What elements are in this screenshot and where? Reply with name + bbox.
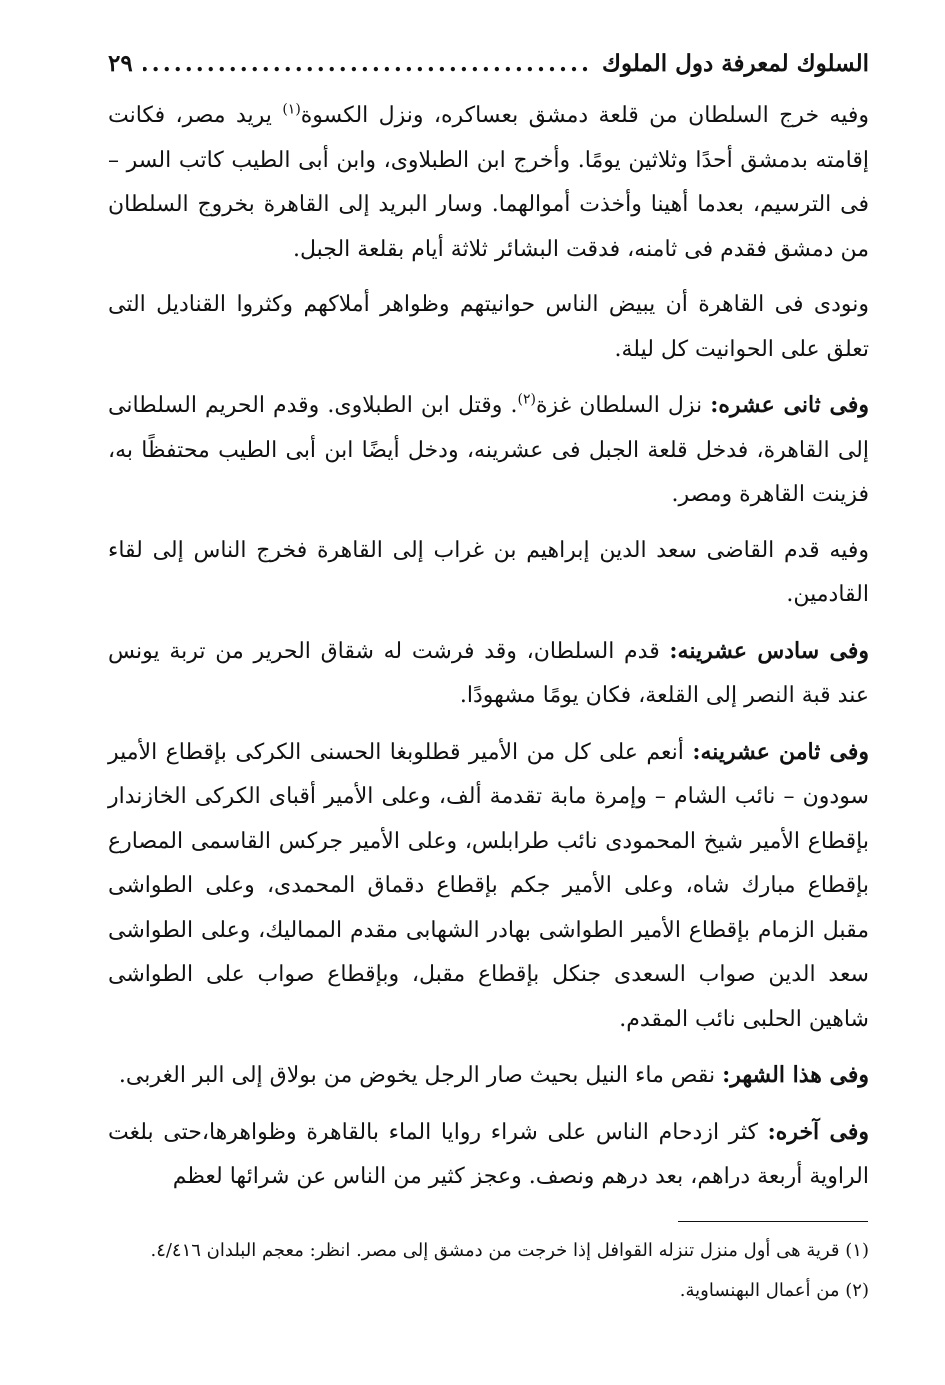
entry-heading: وفى آخره:	[767, 1118, 869, 1145]
entry-heading: وفى هذا الشهر:	[722, 1062, 869, 1088]
main-text	[108, 94, 869, 1200]
footnote-ref[interactable]: (١)	[282, 101, 301, 118]
book-title: السلوك لمعرفة دول الملوك	[601, 50, 869, 77]
footnote-divider	[678, 1221, 868, 1222]
footnotes	[108, 1232, 869, 1312]
paragraph: وفى هذا الشهر: نقص ماء النيل بحيث صار الرجل يخوض من بولاق إلى البر الغربى.	[118, 1062, 869, 1088]
paragraph: وفيه قدم القاضى سعد الدين إبراهيم بن غراب إلى القاهرة فخرج الناس إلى لقاء القادمين.	[108, 537, 869, 607]
paragraph: وفيه خرج السلطان من قلعة دمشق بعساكره، ونزل الكسوة$^{(١)}$ يريد مصر، فكانت إقامته بدمشق أحدًا وثلاثين يومًا. وأخرج ابن الطبلاوى، وابن أبى الطيب كاتب السر – فى الترسيم، بعدما أهينا وأخذت أموالهما. وسار البريد إلى القاهرة بخروج السلطان من دمشق فقدم فى ثامنه، فدقت البشائر ثلاثة أيام بقلعة الجبل.	[108, 101, 870, 262]
entry-heading: وفى سادس عشرينه:	[669, 637, 869, 664]
paragraph: وفى ثانى عشره: نزل السلطان غزة$^{(٢)}$. وقتل ابن الطبلاوى. وقدم الحريم السلطانى إلى القاهرة، فدخل قلعة الجبل فى عشرينه، ودخل أيضًا ابن أبى الطيب محتفظًا به، فزينت القاهرة ومصر.	[108, 391, 869, 507]
entry-heading: وفى ثانى عشره:	[710, 392, 869, 418]
paragraph: وفى آخره: كثر ازدحام الناس على شراء روايا الماء بالقاهرة وظواهرها،حتى بلغت الراوية أربعة دراهم، بعد درهم ونصف. وعجز كثير من الناس عن شرائها لعظم	[108, 1118, 869, 1189]
paragraph: وفى ثامن عشرينه: أنعم على كل من الأمير قطلوبغا الحسنى الكركى بإقطاع الأمير سودون – نائب الشام – وإمرة مابة تقدمة ألف، وعلى الأمير أقباى الكركى الخازندار بإقطاع الأمير شيخ المحمودى نائب طرابلس، وعلى الأمير جركس القاسمى المصارع بإقطاع مبارك شاه، وعلى الأمير جكم بإقطاع دقماق المحمدى، وعلى الطواشى مقبل الزمام بإقطاع الأمير الطواشى بهادر الشهابى مقدم المماليك، وعلى الطواشى سعد الدين صواب السعدى جنكل بإقطاع مقبل، وبإقطاع صواب على الطواشى شاهين الحلبى نائب المقدم.	[108, 738, 869, 1032]
paragraph: ونودى فى القاهرة أن يبيض الناس حوانيتهم وظواهر أملاكهم وكثروا القناديل التى تعلق على الحوانيت كل ليلة.	[108, 292, 869, 362]
page-number: ٢٩	[108, 50, 133, 77]
paragraph: وفى سادس عشرينه: قدم السلطان، وقد فرشت له شقاق الحرير من تربة يونس عند قبة النصر إلى القلعة، فكان يومًا مشهودًا.	[108, 637, 869, 708]
footnote-item: (٢) من أعمال البهنساوية.	[679, 1280, 869, 1301]
footnote-item: (١) قرية هى أول منزل تنزله القوافل إذا خرجت من دمشق إلى مصر. انظر: معجم البلدان ٤/٤١٦.	[150, 1240, 869, 1261]
footnote-ref[interactable]: (٢)	[517, 391, 536, 408]
entry-heading: وفى ثامن عشرينه:	[692, 738, 869, 765]
leader-dots	[143, 50, 592, 77]
running-header	[108, 50, 869, 90]
